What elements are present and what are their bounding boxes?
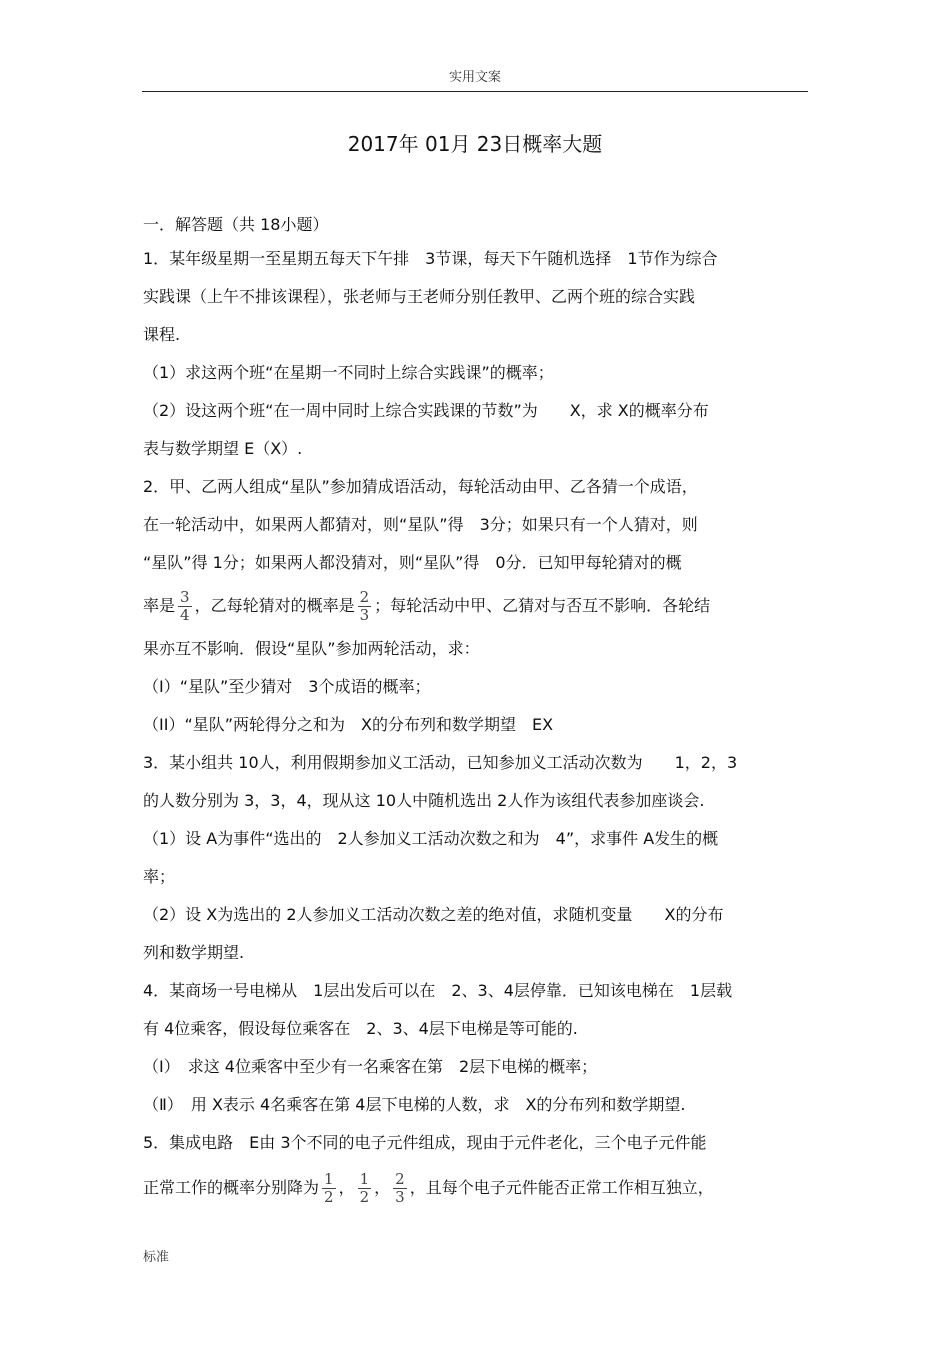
text-line: 率； — [143, 867, 176, 886]
fraction-denominator: 3 — [395, 1188, 405, 1206]
page-footer: 标准 — [143, 1250, 170, 1265]
text-line: 5．集成电路 E由 3个不同的电子元件组成，现由于元件老化，三个电子元件能 — [143, 1133, 707, 1152]
fraction-denominator: 2 — [324, 1188, 334, 1206]
text-line: （Ⅱ） 用 X表示 4名乘客在第 4层下电梯的人数，求 X的分布列和数学期望. — [143, 1095, 686, 1114]
text-line: 表与数学期望 E（X）. — [143, 439, 303, 458]
text-line: 在一轮活动中，如果两人都猜对，则“星队”得 3分；如果只有一个人猜对，则 — [143, 515, 698, 534]
text-line-with-fractions — [143, 1162, 809, 1214]
document-title: 2017年 01月 23日概率大题 — [347, 132, 603, 156]
text-line: 有 4位乘客，假设每位乘客在 2、3、4层下电梯是等可能的. — [143, 1019, 578, 1038]
text-line: 果亦互不影响．假设“星队”参加两轮活动，求： — [143, 639, 480, 658]
fraction-numerator: 2 — [359, 588, 370, 606]
text-line-with-fractions — [143, 582, 809, 630]
text-fragment: 率是 — [143, 596, 176, 615]
text-line: 1．某年级星期一至星期五每天下午排 3节课，每天下午随机选择 1节作为综合 — [143, 249, 718, 268]
fraction-denominator: 4 — [180, 606, 190, 624]
text-line: （Ⅰ） 求这 4位乘客中至少有一名乘客在第 2层下电梯的概率； — [143, 1057, 598, 1076]
section-heading: 一．解答题（共 18小题） — [143, 215, 329, 234]
fraction-denominator: 2 — [359, 1188, 370, 1206]
text-line: 4．某商场一号电梯从 1层出发后可以在 2、3、4层停靠．已知该电梯在 1层载 — [143, 981, 733, 1000]
text-fragment: ， — [338, 1178, 355, 1197]
text-line: 列和数学期望. — [143, 943, 245, 962]
fraction — [322, 1171, 336, 1206]
text-line: 2．甲、乙两人组成“星队”参加猜成语活动，每轮活动由甲、乙各猜一个成语， — [143, 477, 698, 496]
fraction — [393, 1171, 407, 1206]
text-line: （1）求这两个班“在星期一不同时上综合实践课”的概率； — [143, 363, 554, 382]
fraction-numerator: 2 — [395, 1170, 405, 1188]
fraction — [178, 589, 192, 624]
fraction-numerator: 3 — [180, 588, 190, 606]
fraction-numerator: 1 — [359, 1170, 370, 1188]
header-divider — [142, 91, 808, 92]
text-line: （2）设 X为选出的 2人参加义工活动次数之差的绝对值，求随机变量 X的分布 — [143, 905, 724, 924]
document-body — [143, 240, 809, 1214]
text-line: “星队”得 1分；如果两人都没猜对，则“星队”得 0分．已知甲每轮猜对的概 — [143, 553, 682, 572]
text-fragment: ， — [374, 1178, 391, 1197]
fraction-denominator: 3 — [359, 606, 370, 624]
text-line: 实践课（上午不排该课程），张老师与王老师分别任教甲、乙两个班的综合实践 — [143, 287, 696, 306]
text-fragment: 正常工作的概率分别降为 — [143, 1178, 320, 1197]
page-header: 实用文案 — [448, 70, 501, 85]
text-line: 3．某小组共 10人，利用假期参加义工活动，已知参加义工活动次数为 1，2，3 — [143, 753, 738, 772]
fraction-numerator: 1 — [324, 1170, 334, 1188]
text-fragment: ，乙每轮猜对的概率是 — [194, 596, 355, 615]
text-line: 课程. — [143, 325, 181, 344]
fraction — [358, 1171, 372, 1206]
text-line: （II）“星队”两轮得分之和为 X的分布列和数学期望 EX — [143, 715, 554, 734]
text-fragment: ，且每个电子元件能否正常工作相互独立， — [409, 1178, 714, 1197]
text-line: （I）“星队”至少猜对 3个成语的概率； — [143, 677, 431, 696]
text-line: 的人数分别为 3，3，4，现从这 10人中随机选出 2人作为该组代表参加座谈会. — [143, 791, 705, 810]
fraction — [358, 589, 372, 624]
text-fragment: ；每轮活动中甲、乙猜对与否互不影响．各轮结 — [374, 596, 711, 615]
text-line: （2）设这两个班“在一周中同时上综合实践课的节数”为 X，求 X的概率分布 — [143, 401, 709, 420]
text-line: （1）设 A为事件“选出的 2人参加义工活动次数之和为 4”，求事件 A发生的概 — [143, 829, 719, 848]
